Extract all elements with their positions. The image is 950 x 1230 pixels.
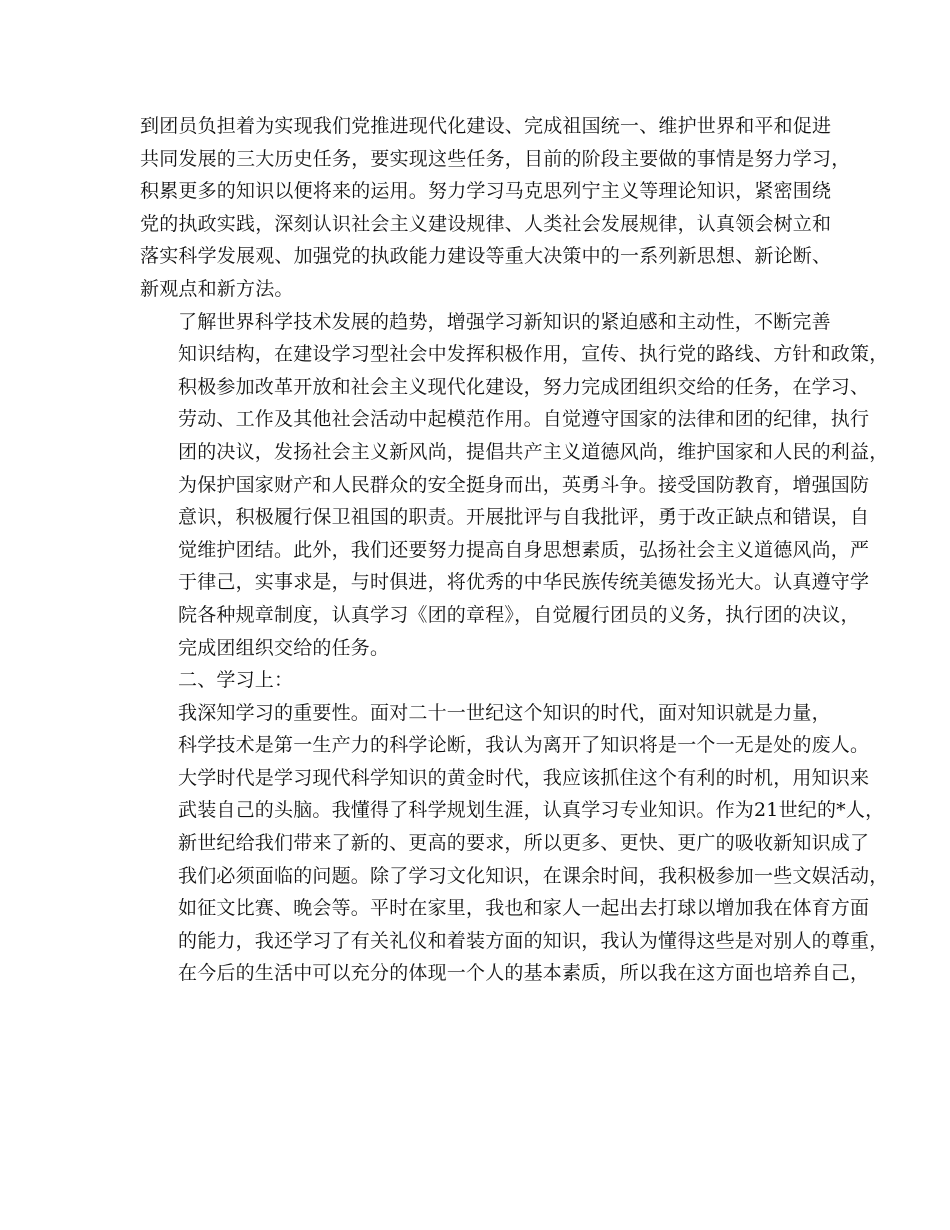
text-line: 了解世界科学技术发展的趋势，增强学习新知识的紧迫感和主动性，不断完善 <box>178 310 831 333</box>
text-line: 我深知学习的重要性。面对二十一世纪这个知识的时代，面对知识就是力量， <box>178 701 831 724</box>
text-line: 的能力，我还学习了有关礼仪和着装方面的知识，我认为懂得这些是对别人的尊重， <box>178 929 889 952</box>
text-line: 新世纪给我们带来了新的、更高的要求，所以更多、更快、更广的吸收新知识成了 <box>178 832 870 855</box>
text-line: 我们必须面临的问题。除了学习文化知识，在课余时间，我积极参加一些文娱活动， <box>178 864 889 887</box>
text-line: 大学时代是学习现代科学知识的黄金时代，我应该抓住这个有利的时机，用知识来 <box>178 766 870 789</box>
text-line: 在今后的生活中可以充分的体现一个人的基本素质，所以我在这方面也培养自己， <box>178 962 870 985</box>
text-line: 新观点和新方法。 <box>140 277 294 300</box>
text-line: 院各种规章制度，认真学习《团的章程》，自觉履行团员的义务，执行团的决议， <box>178 603 860 626</box>
paragraph <box>140 306 889 665</box>
text-line: 完成团组织交给的任务。 <box>178 636 390 659</box>
text-line: 武装自己的头脑。我懂得了科学规划生涯，认真学习专业知识。作为21世纪的*人， <box>178 799 885 822</box>
text-line: 二、学习上： <box>178 669 294 692</box>
text-line: 团的决议，发扬社会主义新风尚，提倡共产主义道德风尚，维护国家和人民的利益， <box>178 440 889 463</box>
paragraph <box>140 110 851 306</box>
text-line: 科学技术是第一生产力的科学论断，我认为离开了知识将是一个一无是处的废人。 <box>178 734 870 757</box>
text-line: 到团员负担着为实现我们党推进现代化建设、完成祖国统一、维护世界和平和促进 <box>140 115 832 137</box>
text-line: 于律己，实事求是，与时俱进，将优秀的中华民族传统美德发扬光大。认真遵守学 <box>178 571 870 594</box>
paragraph <box>140 664 820 697</box>
text-line: 共同发展的三大历史任务，要实现这些任务，目前的阶段主要做的事情是努力学习， <box>140 147 851 170</box>
text-line: 积极参加改革开放和社会主义现代化建设，努力完成团组织交给的任务，在学习、 <box>178 375 870 398</box>
text-line: 为保护国家财产和人民群众的安全挺身而出，英勇斗争。接受国防教育，增强国防 <box>178 473 870 496</box>
text-line: 积累更多的知识以便将来的运用。努力学习马克思列宁主义等理论知识，紧密围绕 <box>140 180 832 203</box>
text-line: 觉维护团结。此外，我们还要努力提高自身思想素质，弘扬社会主义道德风尚，严 <box>178 538 870 561</box>
text-line: 意识，积极履行保卫祖国的职责。开展批评与自我批评，勇于改正缺点和错误，自 <box>178 506 870 529</box>
paragraph <box>140 697 889 990</box>
text-line: 如征文比赛、晚会等。平时在家里，我也和家人一起出去打球以增加我在体育方面 <box>178 897 870 920</box>
document-body <box>140 110 889 990</box>
text-line: 劳动、工作及其他社会活动中起模范作用。自觉遵守国家的法律和团的纪律，执行 <box>178 408 870 431</box>
text-line: 党的执政实践，深刻认识社会主义建设规律、人类社会发展规律，认真领会树立和 <box>140 212 832 235</box>
text-line: 知识结构，在建设学习型社会中发挥积极作用，宣传、执行党的路线、方针和政策， <box>178 343 889 366</box>
text-line: 落实科学发展观、加强党的执政能力建设等重大决策中的一系列新思想、新论断、 <box>140 245 832 268</box>
